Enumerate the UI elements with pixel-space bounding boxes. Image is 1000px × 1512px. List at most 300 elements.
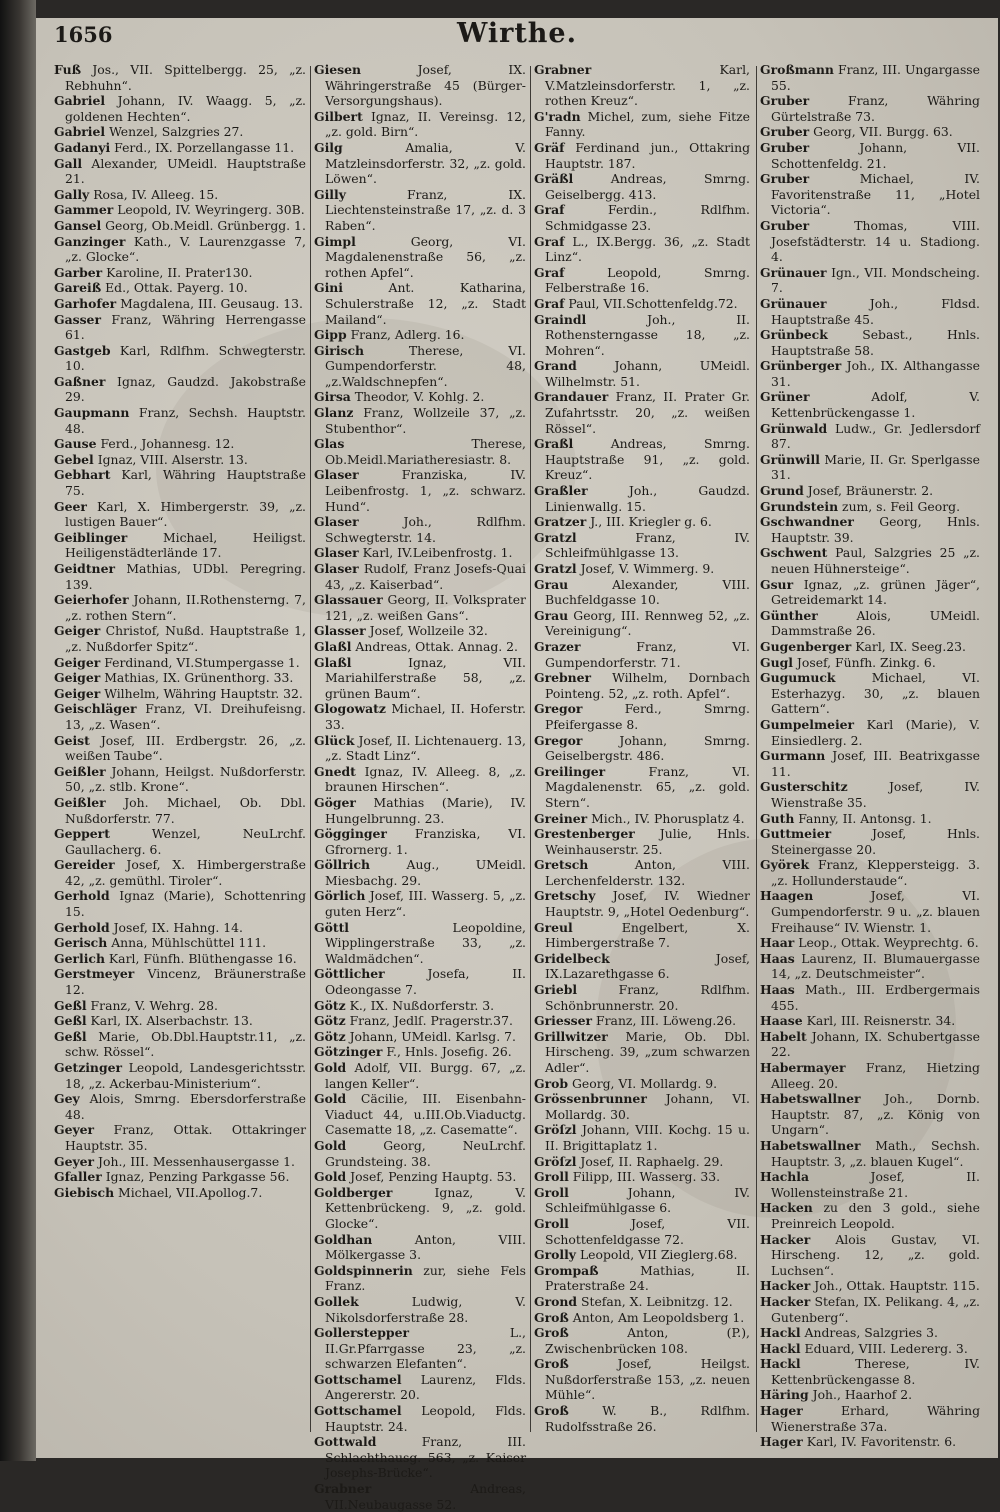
directory-entry	[760, 655, 980, 671]
directory-entry	[314, 1434, 526, 1481]
entry-address: Leopold, VII Zieglerg.68.	[579, 1247, 738, 1263]
directory-entry	[314, 1263, 526, 1294]
entry-address: Joh. Michael, Ob. Dbl. Nußdorferstr. 77.	[65, 794, 306, 826]
entry-name: Gebel	[54, 451, 94, 467]
directory-entry	[314, 327, 526, 343]
entry-address: Josef, IX.Lazarethgasse 6.	[545, 950, 750, 982]
directory-entry	[54, 951, 306, 967]
entry-name: Götz	[314, 1013, 346, 1029]
entry-address: Wilhelm, Dornbach Pointeng. 52, „z. roth. Apfel“.	[545, 670, 750, 701]
entry-address: Georg, II. Volksprater 121, „z. weißen Gans“.	[325, 592, 526, 623]
entry-name: Hacken	[760, 1200, 813, 1216]
entry-address: Wenzel, NeuLrchf. Gaullacherg. 6.	[65, 826, 306, 857]
directory-entry	[534, 436, 750, 483]
entry-name: Hacker	[760, 1293, 811, 1309]
entry-name: Gottschamel	[314, 1371, 402, 1387]
entry-address: Ferd., Smrng. Pfeifergasse 8.	[545, 701, 750, 732]
entry-name: Hacker	[760, 1231, 811, 1247]
entry-name: Grüner	[760, 389, 810, 405]
entry-name: Gröſzl	[534, 1153, 577, 1169]
entry-address: Franziska, IV. Leibenfrostg. 1, „z. schwarz. Hund“.	[325, 467, 526, 514]
entry-name: Grabner	[534, 62, 592, 77]
entry-name: Geißler	[54, 794, 106, 810]
directory-entry	[760, 935, 980, 951]
entry-name: Glas	[314, 436, 345, 452]
entry-address: zu den 3 gold., siehe Preinreich Leopold.	[771, 1200, 980, 1231]
entry-address: Anton, Am Leopoldsberg 1.	[572, 1309, 745, 1325]
entry-name: Hacker	[760, 1278, 811, 1294]
entry-address: L., IX.Bergg. 36, „z. Stadt Linz“.	[545, 233, 750, 265]
entry-address: Ferdinand, VI.Stumpergasse 1.	[104, 654, 300, 670]
directory-entry	[314, 467, 526, 514]
directory-entry	[314, 966, 526, 997]
directory-entry	[534, 1325, 750, 1356]
directory-entry	[534, 561, 750, 577]
entry-address: Joh., Haarhof 2.	[812, 1387, 913, 1403]
entry-address: zur, siehe Fels Franz.	[325, 1262, 526, 1294]
entry-address: Karl, IV.Leibenfrostg. 1.	[362, 545, 513, 561]
entry-address: Marie, Ob.Dbl.Hauptstr.11, „z. schw. Rössel“.	[65, 1028, 306, 1060]
entry-address: Amalia, V. Matzleinsdorferstr. 32, „z. gold. Löwen“.	[325, 139, 526, 187]
entry-name: Girisch	[314, 342, 365, 358]
directory-entry	[314, 545, 526, 561]
entry-address: Wilhelm, Währing Hauptstr. 32.	[104, 685, 303, 701]
entry-address: Josef, V. Wimmerg. 9.	[580, 561, 715, 576]
entry-name: Guth	[760, 810, 795, 826]
entry-address: Rosa, IV. Alleeg. 15.	[93, 186, 219, 202]
column-rule	[530, 66, 531, 1432]
directory-entry	[534, 1356, 750, 1403]
entry-name: Grand	[534, 358, 577, 374]
directory-entry	[534, 312, 750, 359]
entry-address: Josef, VII. Schottenfeldgasse 72.	[545, 1215, 750, 1247]
directory-entry	[534, 733, 750, 764]
directory-entry	[534, 234, 750, 265]
entry-address: Leopold, Landesgerichtsstr. 18, „z. Ackerbau-Ministerium“.	[65, 1060, 306, 1091]
entry-address: Anton, VIII. Mölkergasse 3.	[325, 1231, 526, 1263]
entry-address: Ignaz, V. Kettenbrückeng. 9, „z. gold. Glocke“.	[325, 1184, 526, 1231]
entry-address: Andreas, VII.Neubaugasse 52.	[325, 1481, 526, 1512]
directory-entry	[314, 1060, 526, 1091]
entry-address: Franz, Jedlſ. Pragerstr.37.	[349, 1013, 513, 1029]
directory-entry	[534, 811, 750, 827]
entry-name: Grestenberger	[534, 826, 635, 842]
entry-address: Franz, VI. Dreihufeisng. 13, „z. Wasen“.	[65, 701, 306, 732]
entry-address: Paul, VII.Schottenfeldg.72.	[568, 295, 738, 311]
entry-address: Joh., Fldsd. Hauptstraße 45.	[771, 295, 980, 327]
directory-entry	[314, 1403, 526, 1434]
entry-name: Habermayer	[760, 1060, 846, 1075]
entry-name: Giesen	[314, 62, 362, 77]
entry-address: Johann, IV. Waagg. 5, „z. goldenen Hechten“.	[65, 93, 306, 124]
entry-address: Georg, VI. Mollardg. 9.	[572, 1075, 718, 1091]
directory-entry	[534, 1076, 750, 1092]
entry-name: Glaser	[314, 514, 359, 530]
directory-entry	[534, 358, 750, 389]
entry-address: Leopold, Flds. Hauptstr. 24.	[325, 1403, 526, 1434]
directory-entry	[54, 156, 306, 187]
directory-entry	[760, 608, 980, 639]
directory-entry	[54, 234, 306, 265]
entry-name: Gröſzl	[534, 1122, 577, 1138]
directory-entry	[54, 592, 306, 623]
entry-address: Franz, Rdlfhm. Schönbrunnerstr. 20.	[545, 982, 750, 1013]
entry-name: Gruber	[760, 217, 810, 233]
directory-entry	[760, 577, 980, 608]
directory-entry	[314, 1169, 526, 1185]
directory-entry	[54, 701, 306, 732]
entry-address: Josef, IX. Hahng. 14.	[113, 919, 243, 935]
entry-name: Grau	[534, 576, 569, 592]
directory-entry	[314, 1372, 526, 1403]
page-header	[54, 16, 980, 56]
entry-name: Garber	[54, 264, 103, 280]
entry-address: Josef, IX. Währingerstraße 45 (Bürger-Versorgungshaus).	[325, 62, 526, 109]
directory-entry	[54, 1091, 306, 1122]
entry-name: Götz	[314, 1028, 346, 1044]
entry-address: Fanny, II. Antonsg. 1.	[798, 810, 932, 826]
entry-address: Georg, NeuLrchf. Grundsteing. 38.	[325, 1137, 526, 1169]
entry-name: Grau	[534, 607, 569, 623]
entry-address: Karoline, II. Prater130.	[106, 264, 253, 280]
entry-address: Mathias, II. Praterstraße 24.	[545, 1262, 750, 1294]
directory-entry	[54, 265, 306, 281]
entry-address: Therese, Ob.Meidl.Mariatheresiastr. 8.	[325, 436, 526, 467]
entry-name: Gereider	[54, 857, 115, 873]
entry-name: Gilg	[314, 139, 343, 155]
entry-name: Hachla	[760, 1169, 810, 1185]
entry-name: Hackl	[760, 1340, 801, 1356]
entry-name: Glogowatz	[314, 701, 386, 717]
directory-entry	[54, 1013, 306, 1029]
directory-entry	[314, 920, 526, 967]
entry-address: Georg, III. Rennweg 52, „z. Vereinigung“.	[545, 607, 750, 639]
entry-name: Gräf	[534, 139, 565, 155]
directory-entry	[54, 966, 306, 997]
entry-address: F., Hnls. Josefig. 26.	[386, 1044, 512, 1060]
entry-name: Glück	[314, 732, 355, 748]
entry-address: Michel, zum, siehe Fitze Fanny.	[545, 108, 750, 140]
entry-name: Geiger	[54, 685, 101, 701]
entry-name: Grandauer	[534, 389, 609, 405]
entry-name: Geißler	[54, 763, 106, 779]
entry-address: Sebast., Hnls. Hauptstraße 58.	[771, 327, 980, 358]
entry-name: Grund	[760, 483, 804, 499]
entry-address: zum, s. Feil Georg.	[842, 498, 961, 514]
entry-name: Gruber	[760, 124, 810, 140]
entry-name: Geiblinger	[54, 529, 128, 545]
entry-address: Stefan, IX. Pelikang. 4, „z. Gutenberg“.	[771, 1293, 980, 1325]
entry-address: Math., III. Erdbergermais 455.	[771, 982, 980, 1013]
entry-name: Gause	[54, 436, 97, 452]
entry-address: Cäcilie, III. Eisenbahn-Viaduct 44, u.III.Ob.Viaductg. Casematte 18, „z. Casematte“.	[325, 1091, 526, 1138]
entry-address: Josef, III. Erdbergstr. 26, „z. weißen Taube“.	[65, 732, 306, 764]
directory-entry	[760, 218, 980, 265]
directory-entry	[534, 608, 750, 639]
directory-entry	[760, 1169, 980, 1200]
entry-name: Geßl	[54, 1013, 87, 1029]
directory-entry	[760, 327, 980, 358]
entry-address: Ferd., Johannesg. 12.	[100, 436, 235, 452]
directory-entry	[760, 1341, 980, 1357]
directory-entry	[534, 296, 750, 312]
entry-name: Gold	[314, 1137, 347, 1153]
entry-name: Großmann	[760, 62, 834, 77]
entry-address: Franz, II. Prater Gr. Zufahrtsstr. 20, „z. weißen Rössel“.	[545, 389, 750, 436]
entry-name: Häring	[760, 1387, 809, 1403]
directory-entry	[760, 1013, 980, 1029]
entry-name: Garhofer	[54, 295, 117, 311]
directory-entry	[760, 452, 980, 483]
directory-entry	[534, 1216, 750, 1247]
directory-entry	[760, 421, 980, 452]
directory-entry	[54, 202, 306, 218]
entry-address: Ign., VII. Mondscheing. 7.	[771, 264, 980, 296]
entry-name: Grazer	[534, 638, 581, 654]
entry-address: Jos., VII. Spittelbergg. 25, „z. Rebhuhn“.	[65, 62, 306, 93]
entry-name: Gastgeb	[54, 342, 111, 358]
entry-address: Josef, III. Beatrixgasse 11.	[771, 748, 980, 779]
directory-entry	[54, 935, 306, 951]
entry-address: Josef, II. Lichtenauerg. 13, „z. Stadt Linz“.	[325, 732, 526, 764]
entry-name: Haagen	[760, 888, 814, 904]
entry-name: Graf	[534, 264, 565, 280]
entry-name: Gruber	[760, 171, 810, 187]
entry-address: Ignaz, IV. Alleeg. 8, „z. braunen Hirschen“.	[325, 763, 526, 795]
directory-entry	[534, 701, 750, 732]
entry-address: Mathias (Marie), IV. Hungelbrunng. 23.	[325, 794, 526, 826]
entry-name: Grünauer	[760, 264, 827, 280]
entry-name: Glaser	[314, 467, 359, 483]
entry-address: Johann, UMeidl. Karlsg. 7.	[349, 1028, 516, 1044]
entry-address: Andreas, Smrng. Geiselbergg. 413.	[545, 171, 750, 202]
directory-entry	[314, 1091, 526, 1138]
directory-entry	[534, 670, 750, 701]
entry-address: Johann, Heilgst. Nußdorferstr. 50, „z. stlb. Krone“.	[65, 763, 306, 795]
directory-entry	[760, 389, 980, 420]
entry-name: Gratzl	[534, 561, 577, 576]
entry-name: Grond	[534, 1293, 578, 1309]
entry-address: Josef, Heilgst. Nußdorferstraße 153, „z. neuen Mühle“.	[545, 1356, 750, 1403]
directory-entry	[534, 1403, 750, 1434]
directory-entry	[534, 1029, 750, 1076]
directory-entry	[314, 1325, 526, 1372]
entry-name: Grünbeck	[760, 327, 828, 343]
entry-name: Getzinger	[54, 1060, 123, 1075]
directory-column-4	[760, 62, 980, 1450]
directory-entry	[54, 795, 306, 826]
entry-name: Gaupmann	[54, 405, 130, 421]
entry-name: Haas	[760, 982, 795, 998]
entry-name: Graf	[534, 202, 565, 218]
entry-name: Gratzer	[534, 514, 587, 530]
entry-address: Leopoldine, Wipplingerstraße 33, „z. Waldmädchen“.	[325, 919, 526, 966]
directory-entry	[760, 982, 980, 1013]
entry-name: Grünauer	[760, 295, 827, 311]
entry-name: Grössenbrunner	[534, 1091, 647, 1107]
directory-entry	[760, 811, 980, 827]
entry-name: Gugenberger	[760, 638, 852, 654]
entry-address: Ferdin., Rdlfhm. Schmidgasse 23.	[545, 202, 750, 233]
entry-address: Michael, VI. Esterhazyg. 30, „z. blauen Gattern“.	[771, 670, 980, 717]
directory-entry	[314, 1044, 526, 1060]
directory-entry	[54, 1169, 306, 1185]
entry-name: Groll	[534, 1184, 569, 1200]
entry-address: Erhard, Währing Wienerstraße 37a.	[771, 1403, 980, 1434]
entry-name: Gretschy	[534, 888, 596, 904]
entry-name: Hager	[760, 1403, 803, 1419]
entry-address: K., IX. Nußdorferstr. 3.	[349, 997, 495, 1013]
directory-entry	[54, 623, 306, 654]
entry-name: Götz	[314, 997, 346, 1013]
entry-address: Karl (Marie), V. Einsiedlerg. 2.	[771, 716, 980, 748]
entry-name: Gsur	[760, 576, 794, 592]
entry-address: Franz, III. Ungargasse 55.	[771, 62, 980, 93]
directory-entry	[534, 530, 750, 561]
entry-name: Glaser	[314, 545, 359, 561]
entry-address: Karl, IX. Alserbachstr. 13.	[90, 1013, 253, 1029]
directory-entry	[54, 343, 306, 374]
entry-name: Gerstmeyer	[54, 966, 135, 982]
entry-name: Gilbert	[314, 108, 363, 124]
entry-name: Göttlicher	[314, 966, 385, 982]
directory-entry	[534, 826, 750, 857]
entry-address: Josef, VI. Gumpendorferstr. 9 u. „z. blauen Freihause“ IV. Wienstr. 1.	[771, 888, 980, 935]
entry-address: Franz, Kleppersteigg. 3. „z. Hollunderstaude“.	[771, 857, 980, 888]
entry-name: Geiger	[54, 670, 101, 686]
directory-entry	[534, 1310, 750, 1326]
entry-name: Grob	[534, 1075, 569, 1091]
entry-address: Ant. Katharina, Schulerstraße 12, „z. Stadt Mailand“.	[325, 280, 526, 327]
directory-entry	[760, 1138, 980, 1169]
entry-name: Gretsch	[534, 857, 589, 873]
entry-address: Georg, Hnls. Hauptstr. 39.	[771, 514, 980, 545]
entry-address: Ignaz, VIII. Alserstr. 13.	[97, 451, 248, 467]
directory-entry	[760, 1387, 980, 1403]
directory-entry	[314, 826, 526, 857]
entry-name: Gaßner	[54, 373, 106, 389]
page-number: 1656	[54, 22, 113, 47]
directory-entry	[534, 62, 750, 109]
directory-entry	[760, 1356, 980, 1387]
entry-address: L., II.Gr.Pfarrgasse 23, „z. schwarzen Elefanten“.	[325, 1325, 526, 1372]
entry-name: Graf	[534, 233, 565, 249]
entry-address: Vincenz, Bräunerstraße 12.	[65, 966, 306, 998]
entry-name: Gabriel	[54, 124, 106, 140]
entry-name: Fuß	[54, 62, 82, 77]
entry-address: Anna, Mühlschüttel 111.	[111, 935, 267, 951]
column-rule	[310, 66, 311, 1432]
entry-name: Grillwitzer	[534, 1028, 608, 1044]
entry-address: Josef, Wollzeile 32.	[369, 623, 488, 639]
entry-address: Alois, UMeidl. Dammstraße 26.	[771, 607, 980, 639]
entry-address: Joh., II. Rothensterngasse 18, „z. Mohren“.	[545, 311, 750, 358]
entry-name: Gilly	[314, 186, 346, 202]
entry-name: Gimpl	[314, 233, 356, 249]
directory-entry	[54, 826, 306, 857]
entry-address: Franz, Wollzeile 37, „z. Stubenthor“.	[325, 405, 526, 436]
entry-name: Habetswallner	[760, 1137, 861, 1153]
entry-address: Joh., Ottak. Hauptstr. 115.	[814, 1278, 980, 1294]
directory-entry	[534, 1013, 750, 1029]
directory-entry	[314, 187, 526, 234]
entry-address: Karl, Währing Hauptstraße 75.	[65, 467, 306, 499]
entry-address: Magdalena, III. Geusaug. 13.	[120, 295, 303, 311]
directory-entry	[760, 779, 980, 810]
entry-address: Josef, IV. Wienstraße 35.	[771, 779, 980, 810]
entry-name: Greilinger	[534, 763, 606, 779]
directory-column-1	[54, 62, 306, 1434]
directory-entry	[760, 857, 980, 888]
entry-name: Gebhart	[54, 467, 111, 483]
directory-entry	[54, 530, 306, 561]
entry-address: Laurenz, Flds. Angererstr. 20.	[325, 1371, 526, 1403]
entry-address: Filipp, III. Wasserg. 33.	[572, 1169, 721, 1185]
entry-address: Ed., Ottak. Payerg. 10.	[105, 280, 248, 296]
directory-entry	[534, 389, 750, 436]
entry-address: Franz, Adlerg. 16.	[350, 327, 465, 343]
entry-address: Kath., V. Laurenzgasse 7, „z. Glocke“.	[65, 233, 306, 265]
entry-address: Josef, Penzing Hauptg. 53.	[350, 1169, 517, 1185]
directory-entry	[534, 514, 750, 530]
directory-entry	[314, 561, 526, 592]
entry-name: Geyer	[54, 1153, 95, 1169]
entry-address: Michael, Heiligst. Heiligenstädterlände 17.	[65, 529, 306, 561]
entry-name: Gnedt	[314, 763, 356, 779]
directory-entry	[54, 1060, 306, 1091]
directory-entry	[54, 1029, 306, 1060]
entry-address: Franz, VI. Magdalenenstr. 65, „z. gold. Stern“.	[545, 763, 750, 810]
directory-entry	[314, 234, 526, 281]
entry-name: Gey	[54, 1091, 80, 1107]
entry-name: Grünwill	[760, 451, 820, 467]
directory-entry	[314, 280, 526, 327]
directory-entry	[534, 577, 750, 608]
entry-name: Geyer	[54, 1122, 95, 1138]
directory-entry	[54, 312, 306, 343]
directory-entry	[534, 1091, 750, 1122]
directory-column-3	[534, 62, 750, 1434]
directory-entry	[534, 1122, 750, 1153]
entry-name: Ganzinger	[54, 233, 126, 249]
directory-entry	[54, 187, 306, 203]
entry-name: Habetswallner	[760, 1091, 861, 1107]
directory-entry	[54, 124, 306, 140]
entry-name: Gipp	[314, 327, 347, 343]
directory-entry	[760, 296, 980, 327]
directory-entry	[54, 920, 306, 936]
entry-address: Franz, V. Wehrg. 28.	[90, 997, 218, 1013]
directory-entry	[314, 888, 526, 919]
entry-name: Greul	[534, 919, 573, 935]
directory-column-2	[314, 62, 526, 1512]
directory-entry	[314, 436, 526, 467]
entry-address: Johann, UMeidl. Wilhelmstr. 51.	[545, 358, 750, 389]
entry-name: Geierhofer	[54, 592, 129, 608]
entry-name: Gollek	[314, 1293, 359, 1309]
directory-entry	[54, 1122, 306, 1153]
entry-address: Michael, IV. Favoritenstraße 11, „Hotel Victoria“.	[771, 171, 980, 218]
entry-address: Alois, Smrng. Ebersdorferstraße 48.	[65, 1091, 306, 1122]
entry-address: Alois Gustav, VI. Hirscheng. 12, „z. gold. Luchsen“.	[771, 1231, 980, 1278]
entry-address: Karl, X. Himbergerstr. 39, „z. lustigen Bauer“.	[65, 498, 306, 530]
entry-address: Georg, VI. Magdalenenstraße 56, „z. rothen Apfel“.	[325, 233, 526, 280]
entry-address: Marie, Ob. Dbl. Hirscheng. 39, „zum schwarzen Adler“.	[545, 1028, 750, 1075]
entry-name: Glasser	[314, 623, 366, 639]
entry-name: Grompaß	[534, 1262, 599, 1278]
entry-name: Graf	[534, 295, 565, 311]
directory-entry	[534, 764, 750, 811]
